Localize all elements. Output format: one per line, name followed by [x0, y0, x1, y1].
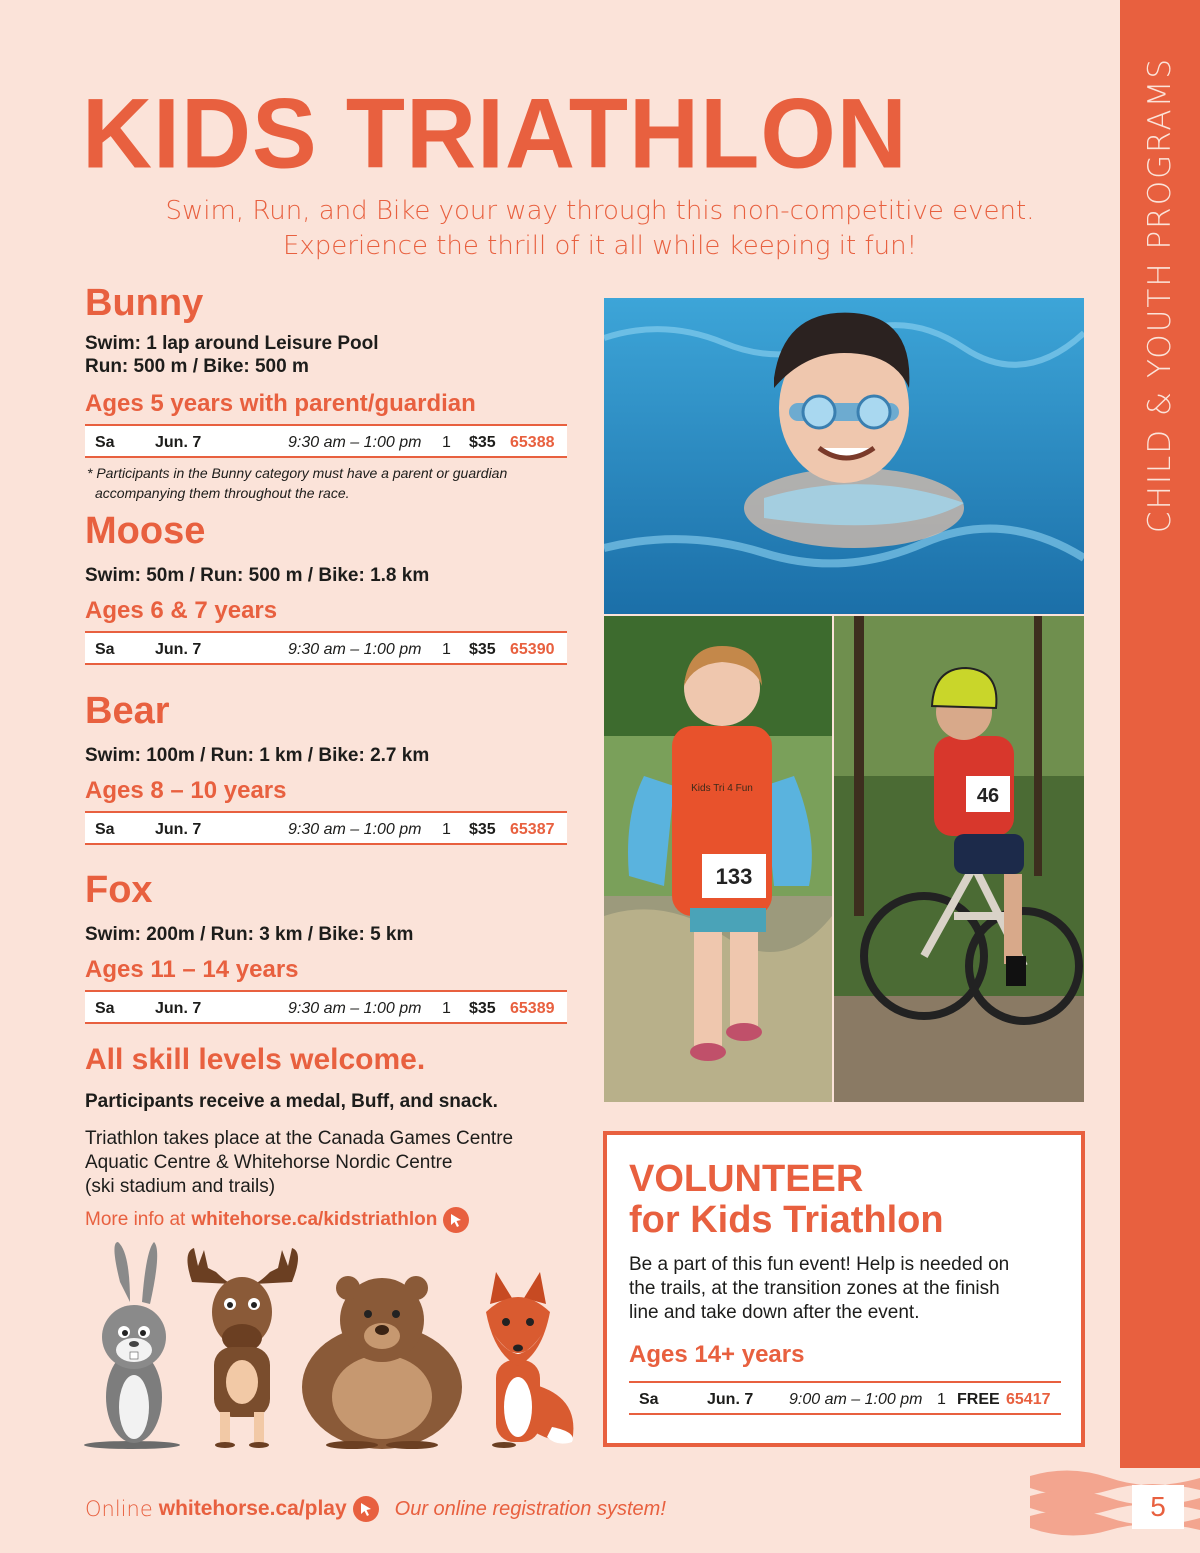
volunteer-body-line: line and take down after the event.	[629, 1302, 920, 1323]
runner-photo	[604, 616, 832, 1102]
volunteer-heading	[629, 1159, 1059, 1241]
volunteer-body	[629, 1253, 1059, 1325]
schedule-day: Sa	[95, 641, 115, 658]
schedule-time: 9:30 am – 1:00 pm	[288, 434, 422, 451]
footer-link[interactable]: whitehorse.ca/play	[158, 1497, 347, 1520]
schedule-sessions: 1	[442, 434, 451, 451]
location-line: Aquatic Centre & Whitehorse Nordic Centre	[85, 1152, 453, 1173]
animal-mascots-illustration	[82, 1242, 582, 1452]
category-name: Moose	[85, 510, 206, 552]
category-bear	[85, 690, 567, 845]
schedule-row	[85, 811, 567, 845]
location-line: Triathlon takes place at the Canada Games Centre	[85, 1128, 514, 1149]
schedule-row	[85, 631, 567, 665]
bunny-mascot	[84, 1242, 180, 1449]
schedule-price: $35	[469, 821, 496, 838]
volunteer-heading-line: VOLUNTEER	[629, 1158, 864, 1200]
schedule-code: 65387	[510, 821, 555, 838]
schedule-time: 9:30 am – 1:00 pm	[288, 821, 422, 838]
schedule-day: Sa	[95, 434, 115, 451]
note-line: * Participants in the Bunny category must have a parent or guardian	[87, 465, 508, 481]
volunteer-box	[603, 1131, 1085, 1447]
schedule-price: $35	[469, 641, 496, 658]
category-ages: Ages 5 years with parent/guardian	[85, 390, 476, 417]
schedule-sessions: 1	[937, 1391, 946, 1408]
more-info-link[interactable]: whitehorse.ca/kidstriathlon	[191, 1209, 438, 1230]
schedule-row	[85, 990, 567, 1024]
cyclist-image	[834, 616, 1084, 1102]
moose-mascot	[187, 1248, 298, 1448]
schedule-date: Jun. 7	[155, 434, 202, 451]
fox-mascot	[486, 1272, 573, 1448]
category-detail: Swim: 200m / Run: 3 km / Bike: 5 km	[85, 924, 414, 945]
schedule-code: 65390	[510, 641, 555, 658]
cyclist-photo	[834, 616, 1084, 1102]
schedule-price: FREE	[957, 1391, 1000, 1408]
note-line: accompanying them throughout the race.	[95, 485, 350, 501]
more-info	[85, 1207, 585, 1233]
schedule-sessions: 1	[442, 641, 451, 658]
schedule-price: $35	[469, 434, 496, 451]
schedule-sessions: 1	[442, 1000, 451, 1017]
schedule-time: 9:00 am – 1:00 pm	[789, 1391, 923, 1408]
category-ages: Ages 6 & 7 years	[85, 597, 278, 624]
section-label: CHILD & YOUTH PROGRAMS	[1142, 56, 1178, 534]
category-name: Bear	[85, 690, 170, 732]
footer-tagline: Our online registration system!	[394, 1497, 666, 1520]
page-title: KIDS TRIATHLON	[82, 77, 908, 190]
category-bunny	[85, 282, 567, 503]
schedule-sessions: 1	[442, 821, 451, 838]
schedule-row	[629, 1381, 1061, 1415]
category-detail	[85, 332, 567, 378]
schedule-date: Jun. 7	[155, 821, 202, 838]
volunteer-body-line: the trails, at the transition zones at the finish	[629, 1278, 1000, 1299]
category-moose	[85, 510, 567, 665]
detail-line: Swim: 1 lap around Leisure Pool	[85, 333, 379, 354]
subtitle-line: Swim, Run, and Bike your way through this non-competitive event.	[165, 196, 1035, 226]
schedule-code: 65417	[1006, 1391, 1051, 1408]
schedule-code: 65388	[510, 434, 555, 451]
schedule-row	[85, 424, 567, 458]
swimmer-image	[604, 298, 1084, 614]
schedule-day: Sa	[95, 821, 115, 838]
schedule-price: $35	[469, 1000, 496, 1017]
runner-shirt-text: Kids Tri 4 Fun	[691, 783, 753, 794]
page-number: 5	[1132, 1485, 1184, 1529]
detail-line: Run: 500 m / Bike: 500 m	[85, 356, 309, 377]
footer	[85, 1496, 666, 1522]
info-heading: All skill levels welcome.	[85, 1043, 426, 1076]
info-section	[85, 1043, 585, 1233]
category-detail: Swim: 100m / Run: 1 km / Bike: 2.7 km	[85, 745, 430, 766]
schedule-code: 65389	[510, 1000, 555, 1017]
schedule-date: Jun. 7	[707, 1391, 754, 1408]
volunteer-body-line: Be a part of this fun event! Help is needed on	[629, 1254, 1010, 1275]
schedule-day: Sa	[639, 1391, 659, 1408]
runner-image	[604, 616, 832, 1102]
swimmer-photo	[604, 298, 1084, 614]
cyclist-bib-number: 46	[976, 785, 1000, 807]
category-name: Bunny	[85, 282, 204, 324]
schedule-date: Jun. 7	[155, 641, 202, 658]
volunteer-ages: Ages 14+ years	[629, 1341, 805, 1368]
category-ages: Ages 8 – 10 years	[85, 777, 287, 804]
cursor-icon[interactable]	[443, 1207, 469, 1233]
footer-online-label: Online	[85, 1497, 153, 1521]
schedule-date: Jun. 7	[155, 1000, 202, 1017]
subtitle-line: Experience the thrill of it all while keeping it fun!	[282, 231, 917, 261]
schedule-time: 9:30 am – 1:00 pm	[288, 641, 422, 658]
category-note	[85, 463, 567, 503]
location-text	[85, 1127, 585, 1199]
category-detail: Swim: 50m / Run: 500 m / Bike: 1.8 km	[85, 565, 430, 586]
category-name: Fox	[85, 869, 153, 911]
category-ages: Ages 11 – 14 years	[85, 956, 299, 983]
subtitle	[100, 194, 1100, 264]
category-fox	[85, 869, 567, 1024]
bear-mascot	[302, 1276, 462, 1449]
cursor-icon[interactable]	[353, 1496, 379, 1522]
schedule-time: 9:30 am – 1:00 pm	[288, 1000, 422, 1017]
schedule-day: Sa	[95, 1000, 115, 1017]
prizes-text: Participants receive a medal, Buff, and snack.	[85, 1091, 498, 1112]
side-band	[1120, 0, 1200, 1470]
volunteer-heading-line: for Kids Triathlon	[629, 1199, 944, 1241]
runner-bib-number: 133	[715, 864, 753, 889]
location-line: (ski stadium and trails)	[85, 1176, 276, 1197]
more-info-prefix: More info at	[85, 1209, 186, 1230]
